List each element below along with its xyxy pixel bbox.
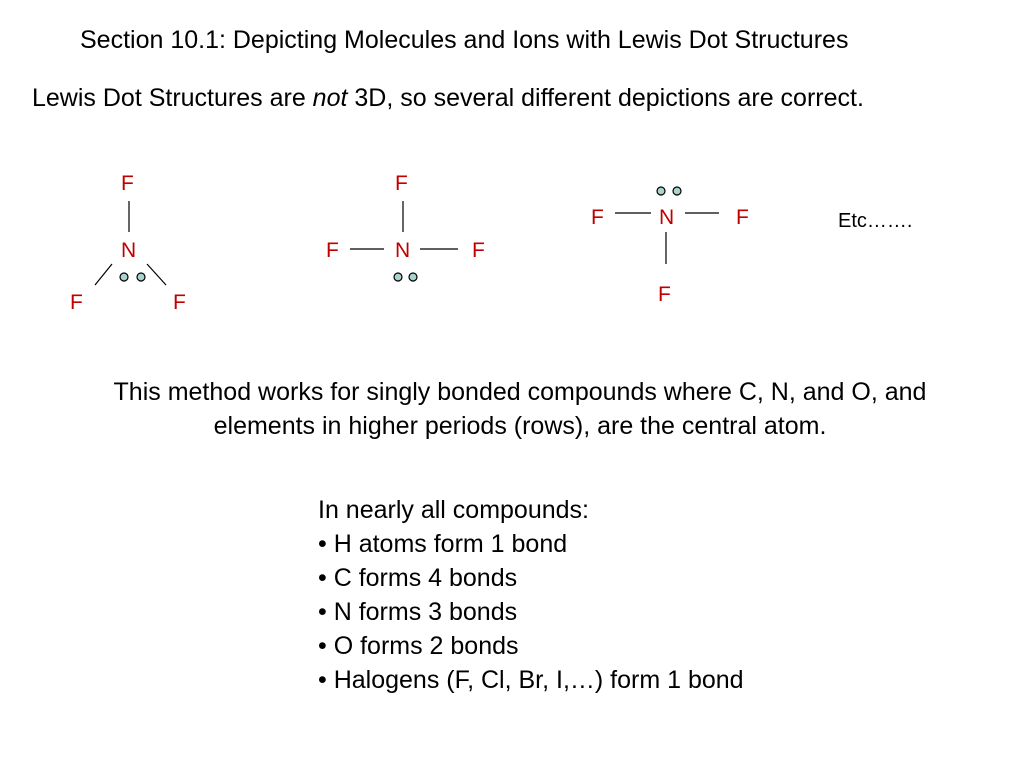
molecule-3-bottom-fluorine: F bbox=[658, 283, 671, 306]
subtitle-emphasis: not bbox=[312, 84, 348, 112]
molecule-2-lone-pair-dot bbox=[394, 273, 402, 281]
molecule-2-lone-pair-dot bbox=[409, 273, 417, 281]
molecule-2-central-nitrogen: N bbox=[395, 239, 411, 262]
rule-item-oxygen: • O forms 2 bonds bbox=[318, 632, 519, 660]
rule-item-halogens: • Halogens (F, Cl, Br, I,…) form 1 bond bbox=[318, 666, 744, 694]
molecule-1-left-bond bbox=[95, 264, 112, 285]
rule-item-hydrogen: • H atoms form 1 bond bbox=[318, 530, 568, 558]
molecule-2 bbox=[326, 172, 485, 281]
molecule-1-lone-pair-dot bbox=[137, 273, 145, 281]
molecule-3-lone-pair-dot bbox=[657, 187, 665, 195]
molecule-1-lone-pair-dot bbox=[120, 273, 128, 281]
molecule-2-top-fluorine: F bbox=[395, 172, 408, 195]
molecule-1-left-fluorine: F bbox=[70, 291, 83, 314]
rule-item-carbon: • C forms 4 bonds bbox=[318, 564, 518, 592]
molecule-2-right-fluorine: F bbox=[472, 239, 485, 262]
rule-item-nitrogen: • N forms 3 bonds bbox=[318, 598, 518, 626]
molecule-3-right-fluorine: F bbox=[736, 206, 749, 229]
method-line-2: elements in higher periods (rows), are the central atom. bbox=[213, 412, 827, 440]
subtitle-text-before: Lewis Dot Structures are bbox=[32, 84, 313, 112]
molecule-2-left-fluorine: F bbox=[326, 239, 339, 262]
subtitle-text-after: 3D, so several different depictions are correct. bbox=[347, 84, 864, 112]
molecule-1 bbox=[70, 172, 186, 314]
etc-label: Etc……. bbox=[838, 210, 913, 232]
molecule-1-right-fluorine: F bbox=[173, 291, 186, 314]
molecule-3-left-fluorine: F bbox=[591, 206, 604, 229]
method-line-1: This method works for singly bonded compounds where C, N, and O, and bbox=[113, 378, 927, 406]
molecule-3-lone-pair-dot bbox=[673, 187, 681, 195]
molecule-1-top-fluorine: F bbox=[121, 172, 134, 195]
molecule-1-central-nitrogen: N bbox=[121, 239, 137, 262]
slide-title: Section 10.1: Depicting Molecules and Ions with Lewis Dot Structures bbox=[80, 26, 849, 54]
molecule-3-central-nitrogen: N bbox=[659, 206, 675, 229]
method-paragraph bbox=[40, 375, 1000, 443]
molecule-1-right-bond bbox=[147, 264, 166, 285]
rules-heading: In nearly all compounds: bbox=[318, 496, 589, 524]
bonding-rules-list bbox=[318, 493, 744, 697]
molecule-3 bbox=[591, 187, 749, 306]
